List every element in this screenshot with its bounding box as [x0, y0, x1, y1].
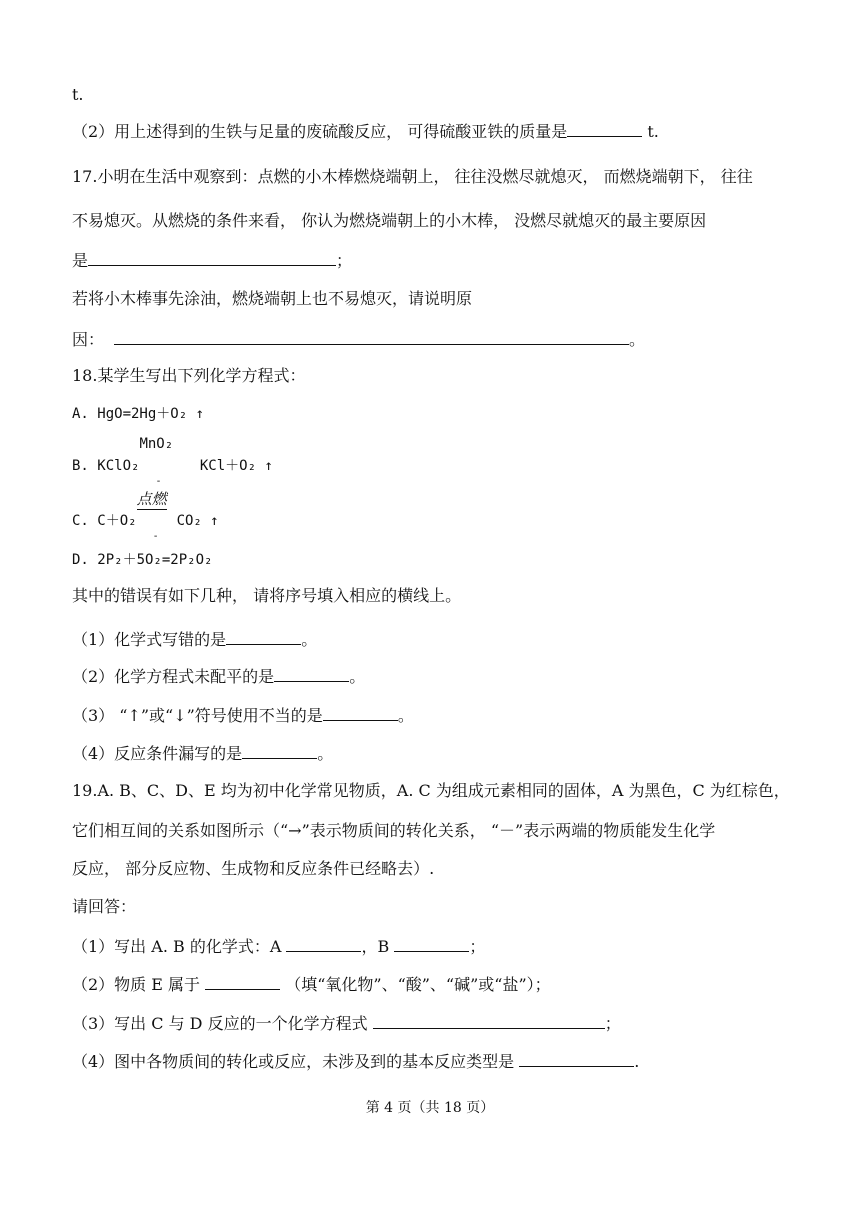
- q19-part3: （3）写出 C 与 D 反应的一个化学方程式 ；: [72, 1014, 621, 1033]
- answer-blank[interactable]: [114, 328, 629, 345]
- q18-note: 其中的错误有如下几种， 请将序号填入相应的横线上。: [72, 586, 462, 605]
- q19-line1: 19.A. B、C、D、E 均为初中化学常见物质，A. C 为组成元素相同的固体，A 为黑色，C 为红棕色，: [72, 781, 790, 800]
- q19-part2: （2）物质 E 属于 （填“氧化物”、“酸”、“碱”或“盐”）；: [72, 975, 551, 994]
- answer-blank[interactable]: [519, 1050, 634, 1067]
- answer-blank[interactable]: [323, 704, 398, 721]
- answer-blank[interactable]: [242, 742, 317, 759]
- answer-blank[interactable]: [226, 628, 301, 645]
- q18-option-b: B. KClO₂ MnO₂ - KCl＋O₂ ↑: [72, 436, 273, 487]
- q18-title: 18.某学生写出下列化学方程式：: [72, 366, 306, 385]
- q19-part1: （1）写出 A. B 的化学式：A ，B ；: [72, 937, 486, 956]
- q17-line2: 不易熄灭。从燃烧的条件来看， 你认为燃烧端朝上的小木棒， 没燃尽就熄灭的最主要原因: [72, 211, 707, 230]
- answer-blank[interactable]: [373, 1012, 605, 1029]
- q18-option-a: A. HgO=2Hg＋O₂ ↑: [72, 406, 205, 422]
- answer-blank-a[interactable]: [286, 935, 361, 952]
- q18-part3: （3） “↑”或“↓”符号使用不当的是 。: [72, 706, 414, 725]
- reaction-condition: 点燃: [136, 490, 167, 508]
- answer-blank-b[interactable]: [394, 935, 469, 952]
- q18-part2: （2）化学方程式未配平的是 。: [72, 667, 366, 686]
- answer-blank[interactable]: [205, 973, 280, 990]
- q17-line5: 因： 。: [72, 330, 646, 349]
- q18-part1: （1）化学式写错的是 。: [72, 630, 318, 649]
- q17-line4: 若将小木棒事先涂油，燃烧端朝上也不易熄灭，请说明原: [72, 289, 473, 308]
- answer-blank[interactable]: [274, 665, 349, 682]
- q19-line2: 它们相互间的关系如图所示（“→”表示物质间的转化关系， “－”表示两端的物质能发生化学: [72, 821, 716, 840]
- answer-blank[interactable]: [88, 249, 336, 266]
- reaction-condition: MnO₂: [139, 436, 174, 452]
- q18-option-d: D. 2P₂＋5O₂=2P₂O₂: [72, 552, 213, 568]
- page-footer: 第 4 页（共 18 页）: [365, 1100, 495, 1116]
- answer-blank[interactable]: [567, 120, 642, 137]
- q17-line1: 17.小明在生活中观察到：点燃的小木棒燃烧端朝上， 往往没燃尽就熄灭， 而燃烧端朝下， 往往: [72, 167, 753, 186]
- line-t: t.: [72, 85, 84, 104]
- q16-part2: （2）用上述得到的生铁与足量的废硫酸反应， 可得硫酸亚铁的质量是 t.: [72, 122, 659, 141]
- q19-part4: （4）图中各物质间的转化或反应，未涉及到的基本反应类型是 .: [72, 1052, 640, 1071]
- q17-line3: 是 ；: [72, 251, 353, 270]
- q18-option-c: C. C＋O₂ 点燃 - CO₂ ↑: [72, 490, 219, 542]
- q18-part4: （4）反应条件漏写的是 。: [72, 744, 334, 763]
- q19-line3: 反应， 部分反应物、生成物和反应条件已经略去）.: [72, 859, 435, 878]
- q19-line4: 请回答：: [72, 897, 137, 916]
